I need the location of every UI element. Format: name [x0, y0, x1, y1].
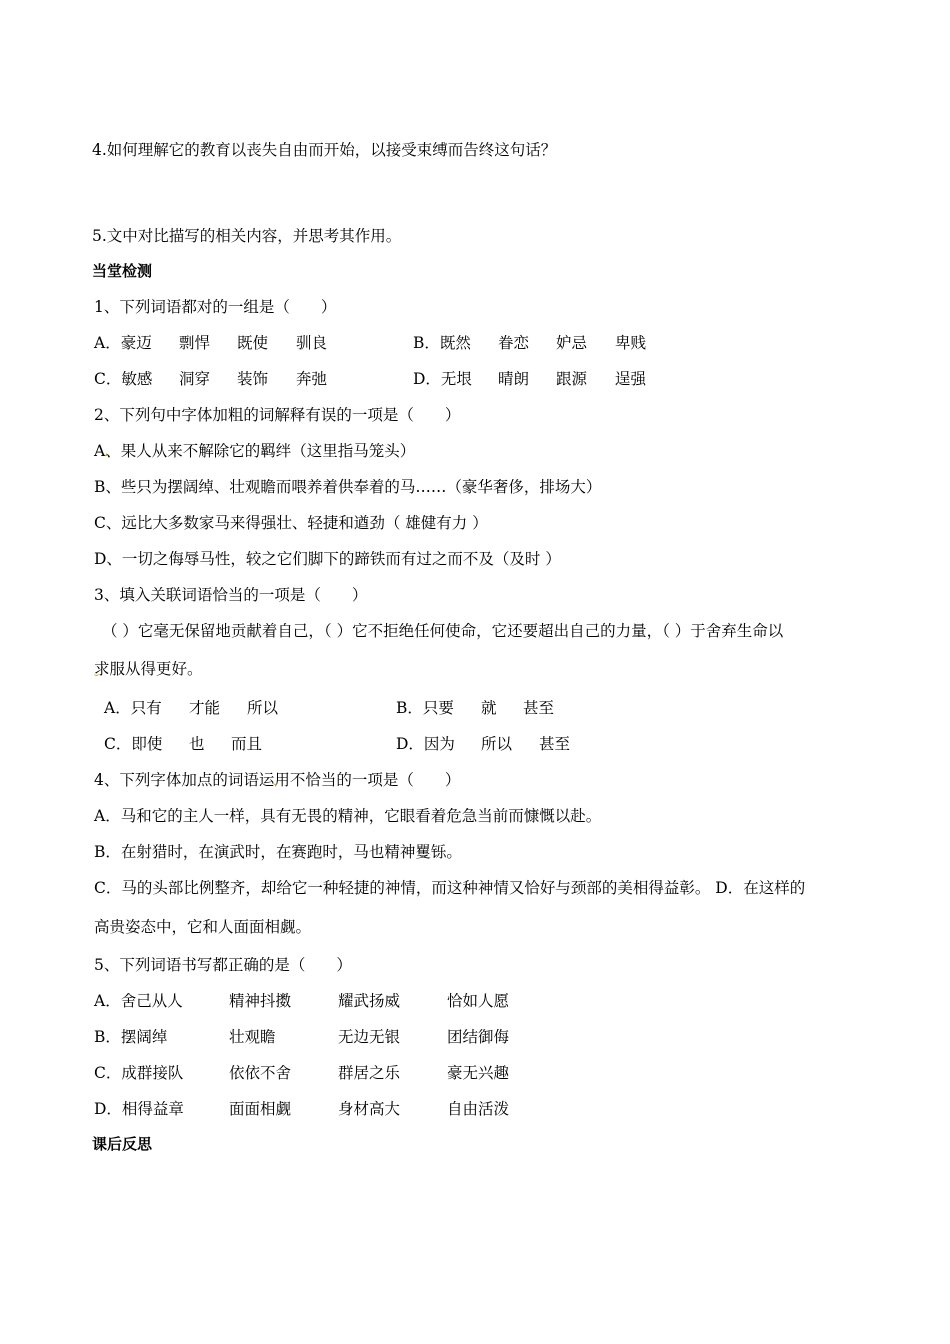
option-text: D．因为	[396, 735, 455, 753]
option-text: 所以	[247, 699, 279, 717]
test-3-text-line-2: 求服从得更好。	[94, 660, 203, 678]
option-text: 耀武扬威	[338, 992, 401, 1010]
option-text: C．成群接队	[94, 1064, 184, 1082]
option-text: 剽悍	[179, 334, 211, 352]
test-4-option-b: B．在射猎时，在演武时，在赛跑时，马也精神矍铄。	[94, 843, 462, 861]
option-text: 既使	[237, 334, 269, 352]
option-text: 而且	[231, 735, 263, 753]
test-2-option-b: B、些只为摆阔绰、壮观瞻而喂养着供奉着的马……（豪华奢侈，排场大）	[94, 478, 602, 496]
option-text: 也	[189, 735, 205, 753]
test-2-option-d: D、一切之侮辱马性，较之它们脚下的蹄铁而有过之而不及（及时 ）	[94, 550, 561, 568]
test-1-stem: 1、下列词语都对的一组是（ ）	[94, 298, 337, 316]
option-text: 装饰	[237, 370, 269, 388]
option-text: 奔弛	[296, 370, 328, 388]
option-text: 妒忌	[556, 334, 588, 352]
option-text: 甚至	[523, 699, 555, 717]
option-text: D．无垠	[413, 370, 472, 388]
test-5-stem: 5、下列词语书写都正确的是（ ）	[94, 956, 352, 974]
option-text: B．只要	[396, 699, 454, 717]
test-2-stem: 2、下列句中字体加粗的词解释有误的一项是（ ）	[94, 406, 461, 424]
option-text: 团结御侮	[447, 1028, 510, 1046]
test-4-option-a: A．马和它的主人一样，具有无畏的精神，它眼看着危急当前而慷慨以赴。	[94, 807, 602, 825]
option-text: 驯良	[296, 334, 328, 352]
option-text: C．即使	[104, 735, 163, 753]
option-text: 自由活泼	[447, 1100, 510, 1118]
option-text: 面面相觑	[229, 1100, 292, 1118]
option-text: 逞强	[615, 370, 647, 388]
test-2-option-a: A、果人从来不解除它的羁绊（这里指马笼头）	[94, 442, 416, 460]
test-3-text-line-1: （ ）它毫无保留地贡献着自己，（ ）它不拒绝任何使命，它还要超出自己的力量，（ ）于舍弃生命以	[102, 622, 784, 640]
option-text: 甚至	[539, 735, 571, 753]
test-4-option-c-line-1: C．马的头部比例整齐，却给它一种轻捷的神情，而这种神情又恰好与颈部的美相得益彰。 D．在这样的	[94, 879, 806, 897]
option-text: 所以	[481, 735, 513, 753]
option-text: 就	[481, 699, 497, 717]
option-text: 身材高大	[338, 1100, 401, 1118]
test-2-option-c: C、远比大多数家马来得强壮、轻捷和遒劲（ 雄健有力 ）	[94, 514, 488, 532]
option-text: A．只有	[104, 699, 162, 717]
option-text: 群居之乐	[338, 1064, 401, 1082]
option-text: C．敏感	[94, 370, 153, 388]
test-4-option-c-line-2: 高贵姿态中，它和人面面相觑。	[94, 918, 312, 936]
option-text: 洞穿	[179, 370, 211, 388]
option-text: 壮观瞻	[229, 1028, 276, 1046]
option-text: 晴朗	[498, 370, 530, 388]
question-5: 5.文中对比描写的相关内容，并思考其作用。	[92, 227, 402, 245]
option-text: A．豪迈	[94, 334, 152, 352]
option-text: 卑贱	[615, 334, 647, 352]
section-heading-check: 当堂检测	[92, 262, 153, 280]
option-text: 无边无银	[338, 1028, 401, 1046]
option-text: 才能	[189, 699, 221, 717]
option-text: 眷恋	[498, 334, 530, 352]
question-4: 4.如何理解它的教育以丧失自由而开始，以接受束缚而告终这句话？	[92, 141, 557, 159]
option-text: A．舍己从人	[94, 992, 183, 1010]
option-text: B．既然	[413, 334, 471, 352]
option-text: 恰如人愿	[447, 992, 510, 1010]
option-text: 跟源	[556, 370, 588, 388]
option-text: B．摆阔绰	[94, 1028, 168, 1046]
section-heading-reflect: 课后反思	[92, 1135, 153, 1153]
option-text: D．相得益章	[94, 1100, 184, 1118]
test-4-stem: 4、下列字体加点的词语运用不恰当的一项是（ ）	[94, 771, 461, 789]
test-3-stem: 3、填入关联词语恰当的一项是（ ）	[94, 586, 368, 604]
option-text: 豪无兴趣	[447, 1064, 510, 1082]
option-text: 精神抖擞	[229, 992, 292, 1010]
option-text: 依依不舍	[229, 1064, 292, 1082]
